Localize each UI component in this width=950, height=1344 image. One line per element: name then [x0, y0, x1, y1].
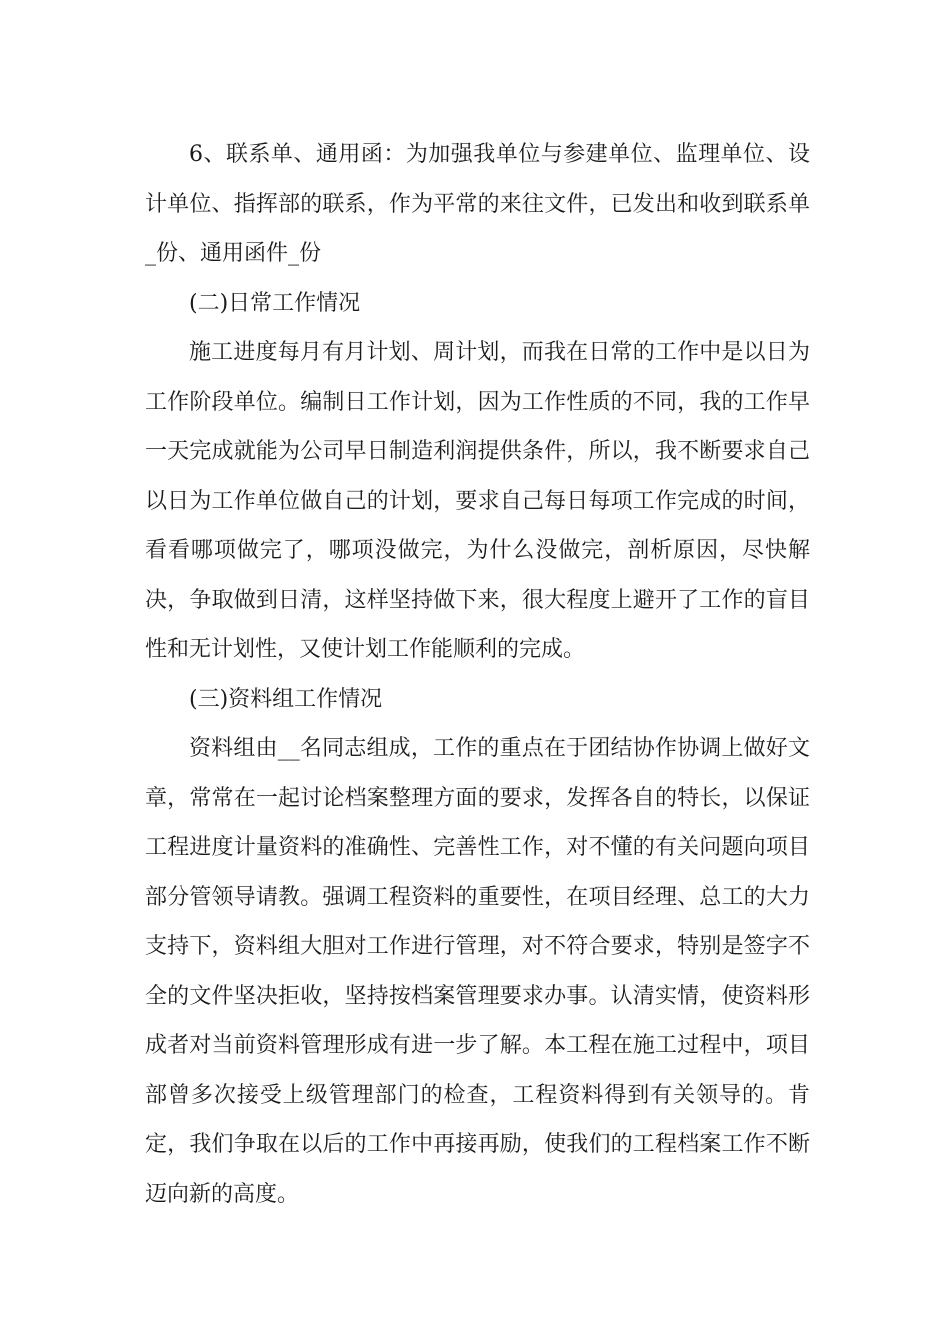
- section-heading-documentation-team: (三)资料组工作情况: [189, 686, 383, 712]
- paragraph-daily-work: 施工进度每月有月计划、周计划，而我在日常的工作中是以日为工作阶段单位。编制日工作计划，因为工作性质的不同，我的工作早一天完成就能为公司早日制造利润提供条件，所以，我不断要求自己以日为工作单位做自己的计划，要求自己每日每项工作完成的时间，看看哪项做完了，哪项没做完，为什么没做完，剖析原因，尽快解决，争取做到日清，这样坚持做下来，很大程度上避开了工作的盲目性和无计划性，又使计划工作能顺利的完成。: [145, 340, 810, 662]
- section-heading-daily-work: (二)日常工作情况: [189, 290, 361, 316]
- document-body: [145, 130, 810, 1219]
- paragraph-documentation-team: 资料组由__名同志组成，工作的重点在于团结协作协调上做好文章，常常在一起讨论档案整理方面的要求，发挥各自的特长，以保证工程进度计量资料的准确性、完善性工作，对不懂的有关问题向项目部分管领导请教。强调工程资料的重要性，在项目经理、总工的大力支持下，资料组大胆对工作进行管理，对不符合要求，特别是签字不全的文件坚决拒收，坚持按档案管理要求办事。认清实情，使资料形成者对当前资料管理形成有进一步了解。本工程在施工过程中，项目部曾多次接受上级管理部门的检查，工程资料得到有关领导的。肯定，我们争取在以后的工作中再接再励，使我们的工程档案工作不断迈向新的高度。: [145, 736, 810, 1207]
- paragraph-liaison-forms: 6、联系单、通用函：为加强我单位与参建单位、监理单位、设计单位、指挥部的联系，作为平常的来往文件，已发出和收到联系单_份、通用函件_份: [145, 142, 810, 266]
